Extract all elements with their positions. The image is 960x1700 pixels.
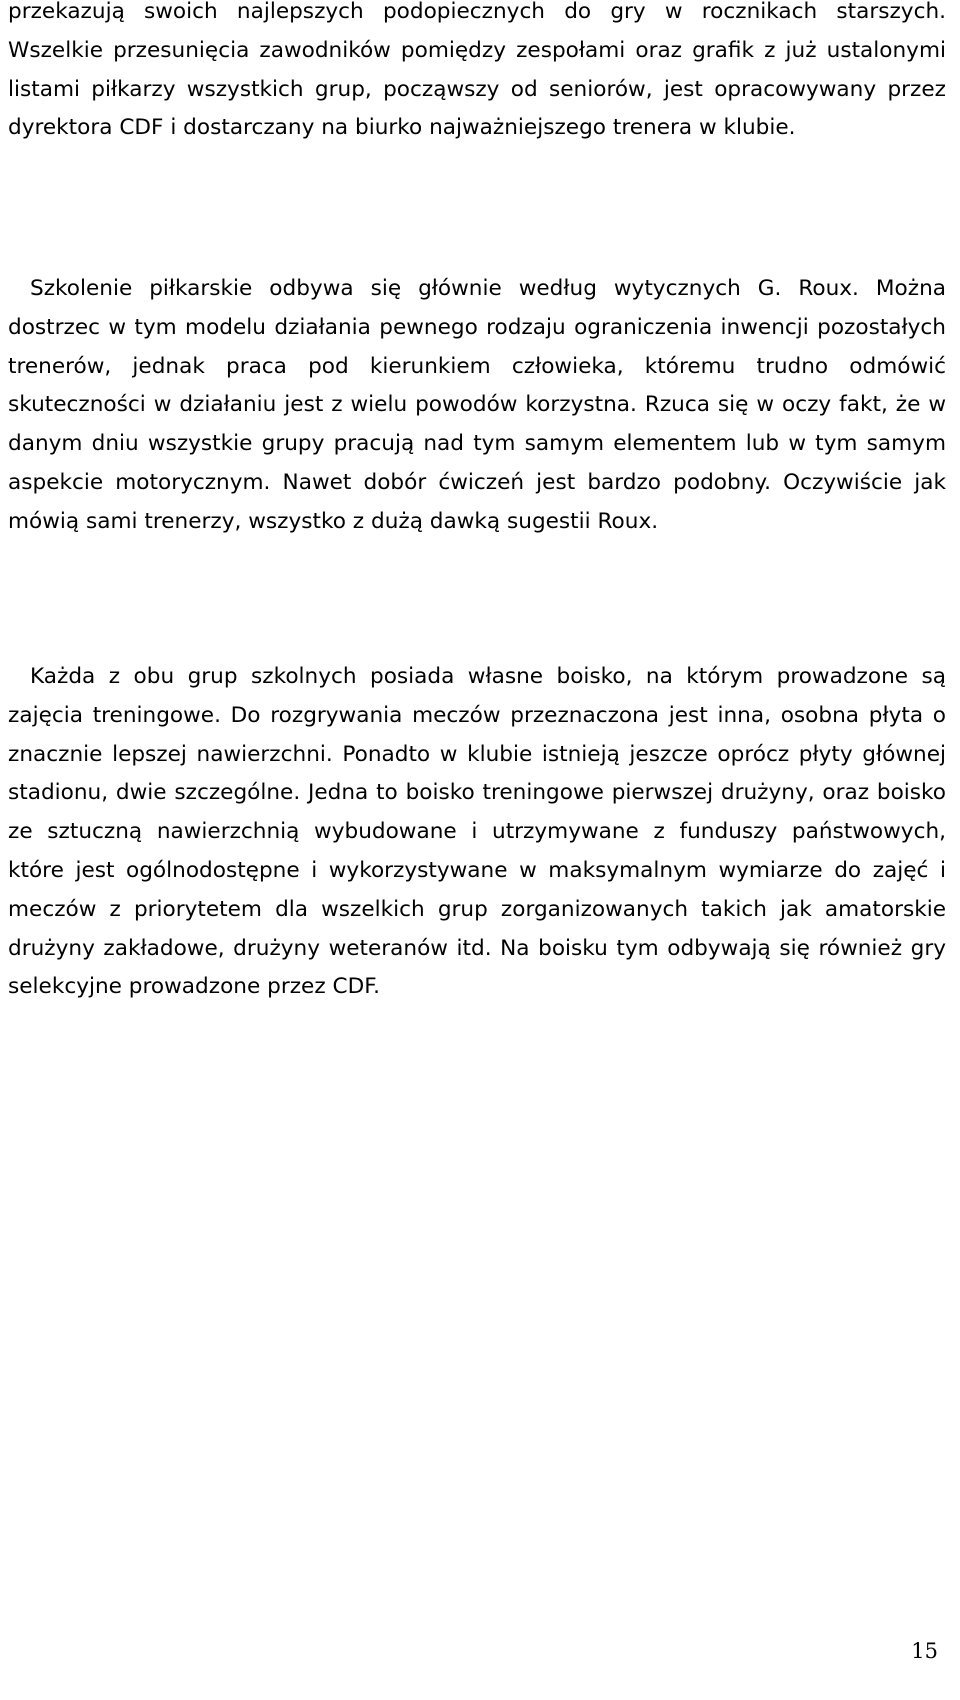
paragraph-player-transfers: przekazują swoich najlepszych podopiecznych do gry w rocznikach starszych. Wszelkie przesunięcia zawodników pomiędzy zespołami oraz grafik z już ustalonymi listami piłkarzy wszystkich grup, począwszy od seniorów, jest opracowywany przez dyrektora CDF i dostarczany na biurko najważniejszego trenera w klubie.	[8, 0, 946, 141]
paragraph-pitches: Każda z obu grup szkolnych posiada własne boisko, na którym prowadzone są zajęcia treningowe. Do rozgrywania meczów przeznaczona jest inna, osobna płyta o znacznie lepszej nawierzchni. Ponadto w klubie istnieją jeszcze oprócz płyty głównej stadionu, dwie szczególne. Jedna to boisko treningowe pierwszej drużyny, oraz boisko ze sztuczną nawierzchnią wybudowane i utrzymywane z funduszy państwowych, które jest ogólnodostępne i wykorzystywane w maksymalnym wymiarze do zajęć i meczów z priorytetem dla wszelkich grup zorganizowanych takich jak amatorskie drużyny zakładowe, drużyny weteranów itd. Na boisku tym odbywają się również gry selekcyjne prowadzone przez CDF.	[8, 664, 946, 1000]
page-number: 15	[911, 1639, 938, 1663]
paragraph-training-guidelines: Szkolenie piłkarskie odbywa się głównie według wytycznych G. Roux. Można dostrzec w tym modelu działania pewnego rodzaju ograniczenia inwencji pozostałych trenerów, jednak praca pod kierunkiem człowieka, któremu trudno odmówić skuteczności w działaniu jest z wielu powodów korzystna. Rzuca się w oczy fakt, że w danym dniu wszystkie grupy pracują nad tym samym elementem lub w tym samym aspekcie motorycznym. Nawet dobór ćwiczeń jest bardzo podobny. Oczywiście jak mówią sami trenerzy, wszystko z dużą dawką sugestii Roux.	[8, 276, 946, 534]
